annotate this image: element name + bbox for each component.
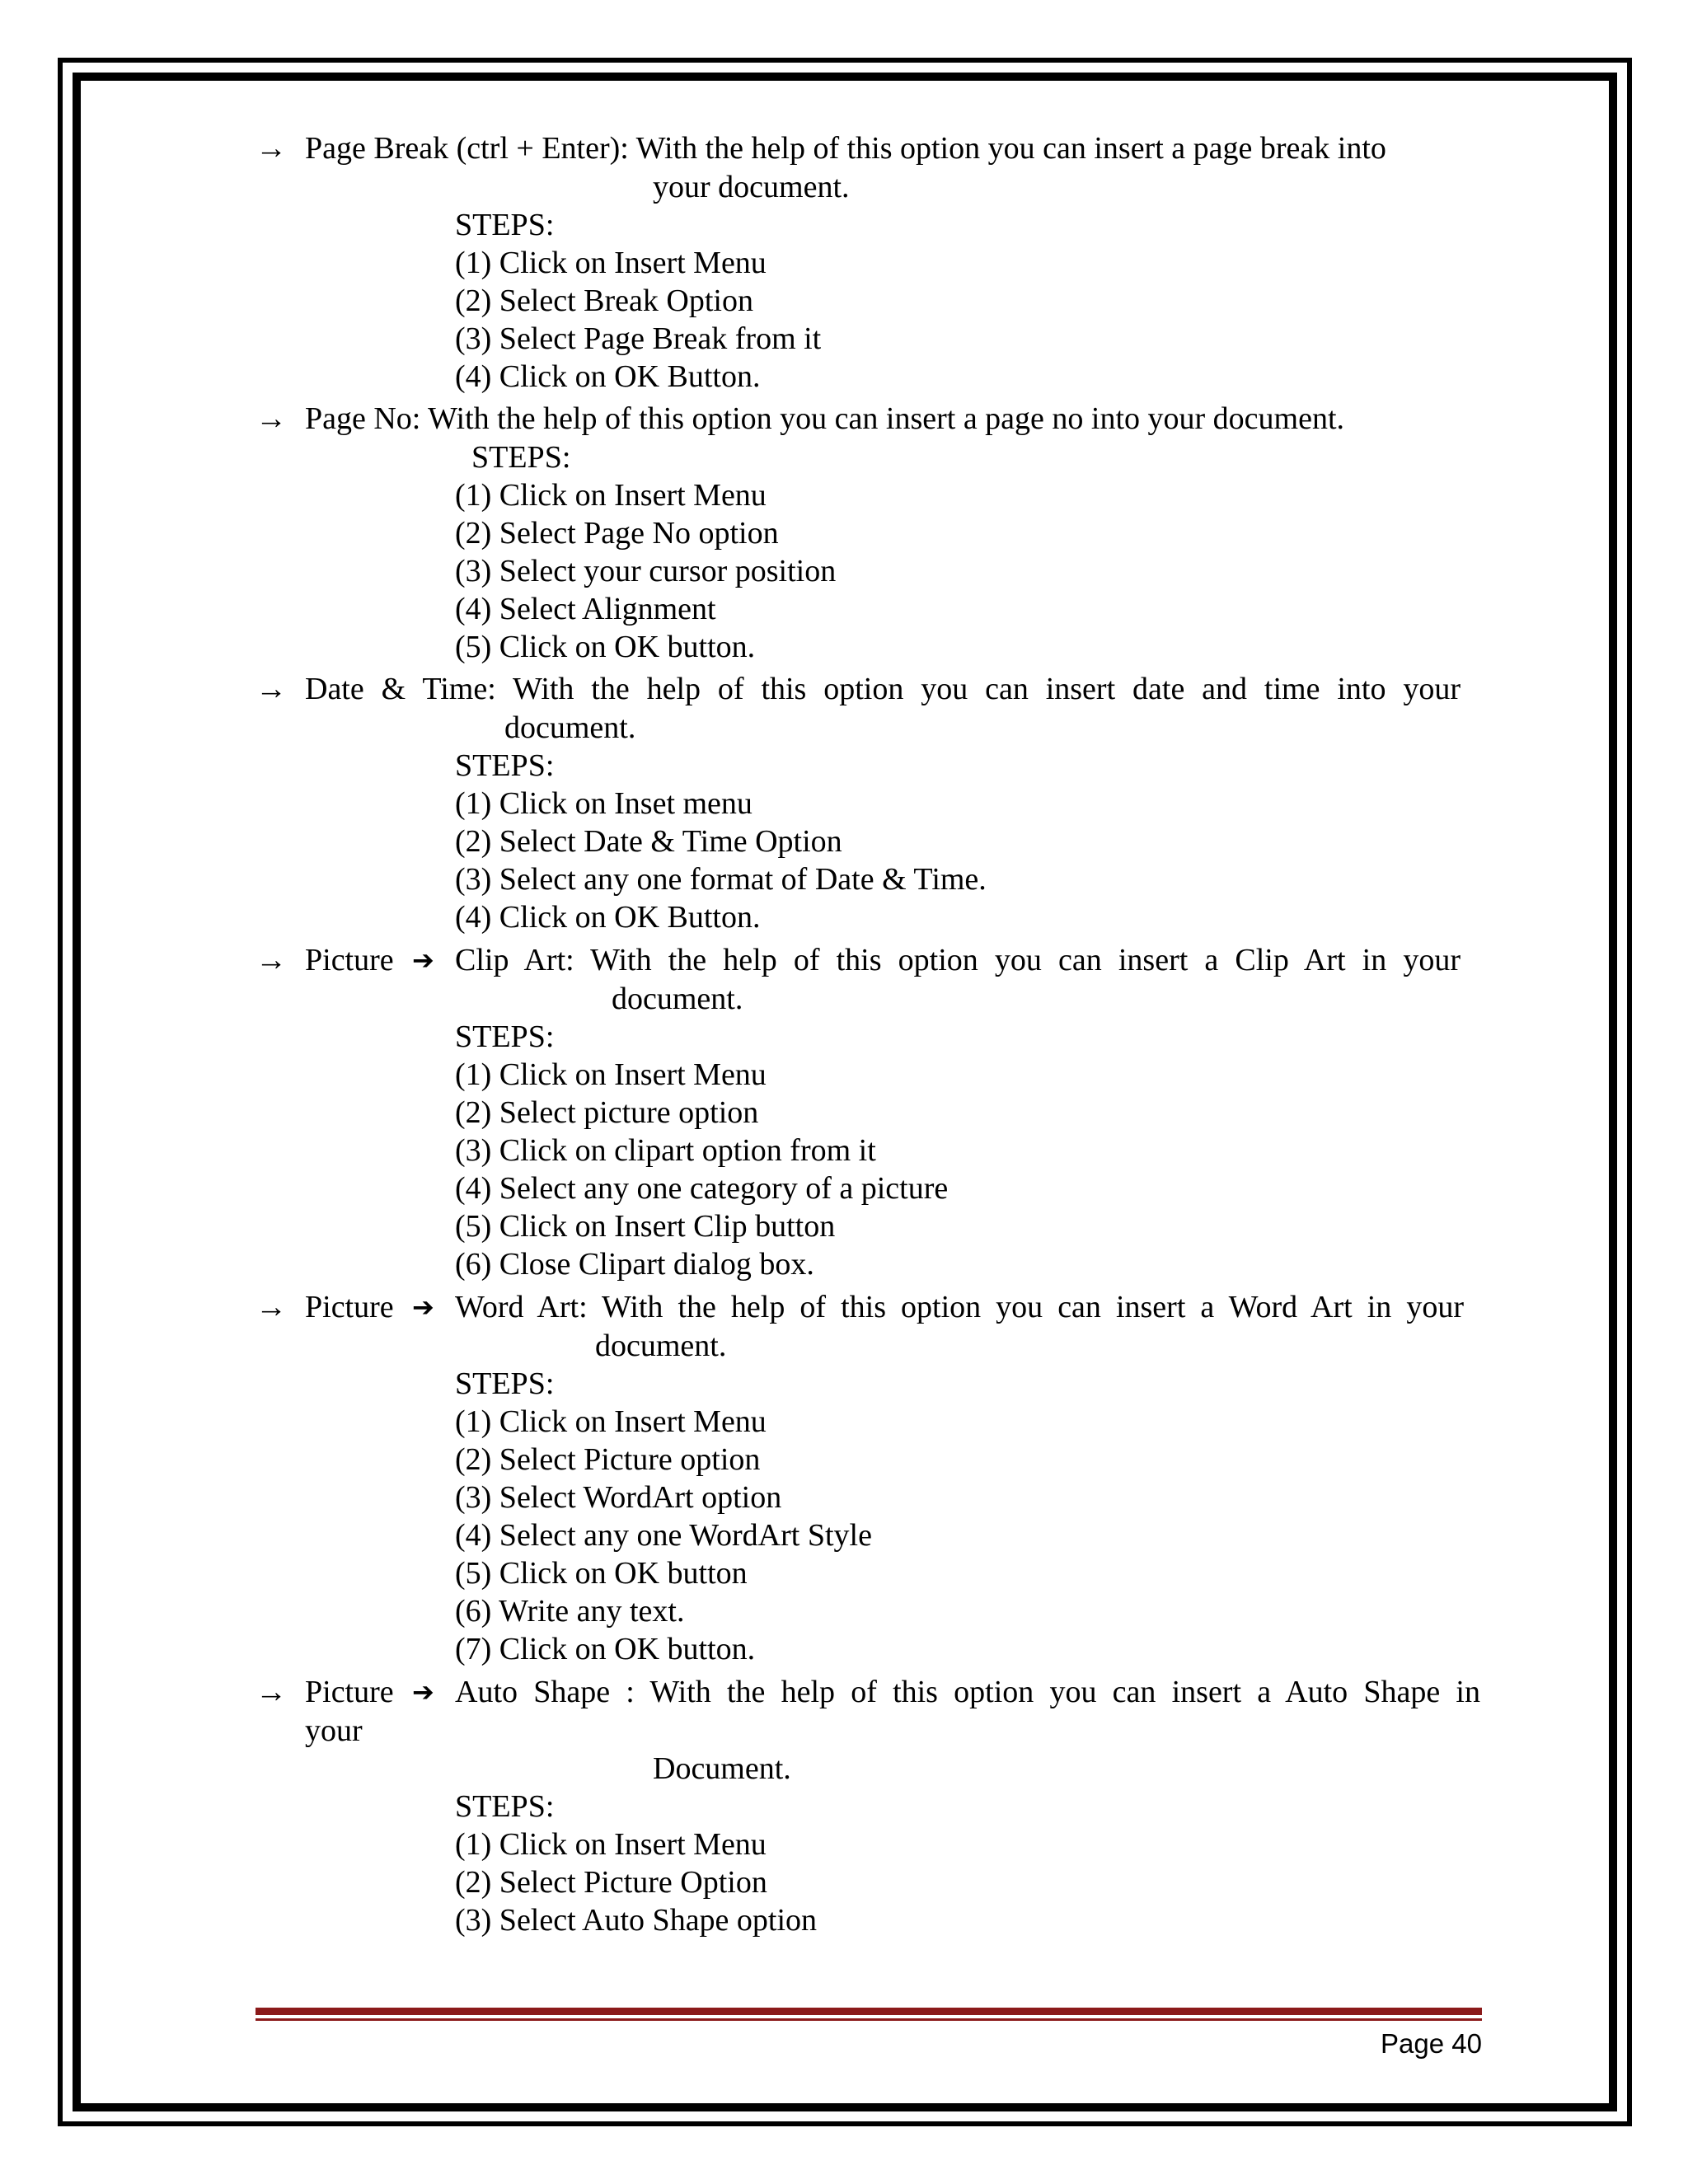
step-item: (7) Click on OK button. xyxy=(455,1632,756,1666)
step-item: (1) Click on Insert Menu xyxy=(455,1827,767,1862)
right-arrow-icon: ➔ xyxy=(412,1291,434,1323)
step-item: (4) Select any one WordArt Style xyxy=(455,1518,872,1553)
footer-rule xyxy=(256,2008,1482,2015)
page-border-inner xyxy=(73,73,1617,2111)
steps-label: STEPS: xyxy=(455,748,555,783)
step-item: (2) Select Picture option xyxy=(455,1442,761,1477)
step-item: (6) Write any text. xyxy=(455,1594,685,1629)
step-item: (2) Select Break Option xyxy=(455,284,753,318)
step-item: (5) Click on OK button xyxy=(455,1556,748,1591)
steps-label: STEPS: xyxy=(455,208,555,242)
step-item: (2) Select Page No option xyxy=(455,516,779,551)
bullet-arrow: → xyxy=(256,943,287,977)
step-item: (1) Click on Insert Menu xyxy=(455,1404,767,1439)
step-item: (1) Click on Insert Menu xyxy=(455,478,767,513)
clip-art-heading: Clip Art: With the help of this option you can insert a Clip Art in your xyxy=(455,943,1461,977)
word-art-heading-prefix: Picture xyxy=(305,1290,394,1324)
auto-shape-heading-wrap: your xyxy=(305,1713,363,1748)
bullet-arrow: → xyxy=(256,672,287,706)
step-item: (1) Click on Insert Menu xyxy=(455,246,767,280)
step-item: (6) Close Clipart dialog box. xyxy=(455,1247,814,1282)
bullet-arrow: → xyxy=(256,401,287,436)
word-art-heading-cont: document. xyxy=(595,1329,727,1363)
step-item: (1) Click on Insert Menu xyxy=(455,1057,767,1092)
step-item: (2) Select picture option xyxy=(455,1095,759,1130)
step-item: (5) Click on OK button. xyxy=(455,630,756,664)
steps-label: STEPS: xyxy=(455,1789,555,1824)
steps-label: STEPS: xyxy=(455,1366,555,1401)
right-arrow-icon: ➔ xyxy=(412,944,434,976)
step-item: (3) Select your cursor position xyxy=(455,554,837,588)
step-item: (2) Select Picture Option xyxy=(455,1865,767,1900)
step-item: (4) Click on OK Button. xyxy=(455,359,761,394)
auto-shape-heading-cont: Document. xyxy=(653,1751,791,1786)
bullet-arrow: → xyxy=(256,131,287,166)
clip-art-heading-cont: document. xyxy=(612,982,743,1016)
step-item: (3) Select Auto Shape option xyxy=(455,1903,818,1938)
step-item: (4) Select Alignment xyxy=(455,592,716,626)
step-item: (4) Click on OK Button. xyxy=(455,900,761,935)
auto-shape-heading-prefix: Picture xyxy=(305,1675,394,1709)
step-item: (3) Select any one format of Date & Time. xyxy=(455,862,987,897)
page-break-heading-cont: your document. xyxy=(653,170,850,204)
clip-art-heading-prefix: Picture xyxy=(305,943,394,977)
right-arrow-icon: ➔ xyxy=(412,1676,434,1708)
step-item: (3) Select WordArt option xyxy=(455,1480,782,1515)
step-item: (3) Click on clipart option from it xyxy=(455,1133,876,1168)
bullet-arrow: → xyxy=(256,1675,287,1709)
date-time-heading: Date & Time: With the help of this option you can insert date and time into your xyxy=(305,672,1461,706)
auto-shape-heading: Auto Shape : With the help of this option you can insert a Auto Shape in xyxy=(455,1675,1480,1709)
steps-label: STEPS: xyxy=(471,440,571,475)
step-item: (3) Select Page Break from it xyxy=(455,321,822,356)
steps-label: STEPS: xyxy=(455,1019,555,1054)
bullet-arrow: → xyxy=(256,1290,287,1324)
step-item: (2) Select Date & Time Option xyxy=(455,824,842,859)
step-item: (5) Click on Insert Clip button xyxy=(455,1209,836,1244)
date-time-heading-cont: document. xyxy=(504,710,636,745)
footer-rule-thin xyxy=(256,2018,1482,2021)
step-item: (1) Click on Inset menu xyxy=(455,786,753,821)
page-break-heading: Page Break (ctrl + Enter): With the help of this option you can insert a page break into xyxy=(305,131,1386,166)
word-art-heading: Word Art: With the help of this option you can insert a Word Art in your xyxy=(455,1290,1464,1324)
page-no-heading: Page No: With the help of this option you can insert a page no into your document. xyxy=(305,401,1345,436)
page-number: Page 40 xyxy=(1381,2028,1482,2059)
step-item: (4) Select any one category of a picture xyxy=(455,1171,949,1206)
